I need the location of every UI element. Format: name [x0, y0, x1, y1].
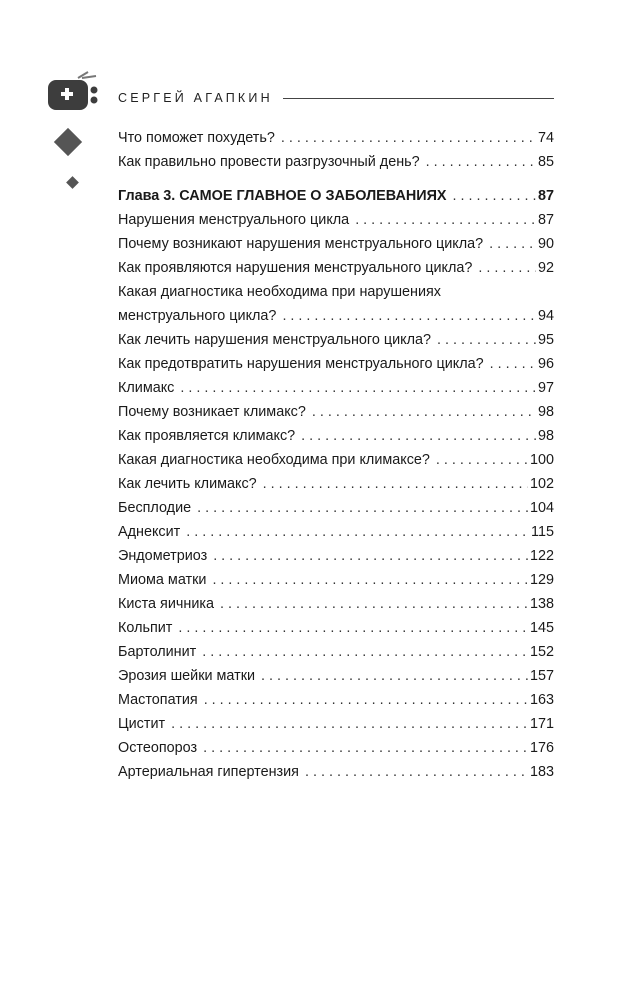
toc-entry-page: 171: [529, 716, 554, 732]
toc-entry-title: Нарушения менструального цикла: [118, 212, 350, 228]
toc-entry-page: 94: [537, 308, 554, 324]
dot-leader: [186, 520, 529, 544]
toc-entry: [118, 280, 554, 328]
dot-leader: [426, 150, 536, 174]
toc-entry-title-line2: менструального цикла?: [118, 308, 277, 324]
toc-entry: [118, 232, 554, 256]
toc-entry-page: 100: [529, 452, 554, 468]
dot-leader: [437, 328, 536, 352]
toc-entry-page: 122: [529, 548, 554, 564]
toc-entry-title: Остеопороз: [118, 740, 198, 756]
toc-entry-page: 115: [531, 524, 554, 540]
toc-entry: [118, 712, 554, 736]
dot-leader: [178, 616, 528, 640]
toc-entry-page: 87: [537, 212, 554, 228]
dot-leader: [220, 592, 528, 616]
toc-entry-page: 90: [537, 236, 554, 252]
toc-entry: [118, 448, 554, 472]
toc-entry: [118, 496, 554, 520]
toc-entry-title: Артериальная гипертензия: [118, 764, 299, 780]
toc-entry-title: Бесплодие: [118, 500, 192, 516]
toc-entry-page: 98: [537, 404, 554, 420]
toc-entry: [118, 256, 554, 280]
toc-entry: [118, 544, 554, 568]
toc-chapter-heading: [118, 184, 554, 208]
dot-leader: [204, 688, 528, 712]
toc-entry-page: 157: [529, 668, 554, 684]
running-header: [118, 88, 554, 108]
toc-entry-title: Аднексит: [118, 524, 181, 540]
dot-leader: [453, 184, 536, 208]
toc-entry-title: Киста яичника: [118, 596, 214, 612]
toc-entry-page: 145: [529, 620, 554, 636]
toc-entry-page: 183: [529, 764, 554, 780]
dot-leader: [203, 736, 528, 760]
toc-entry: [118, 208, 554, 232]
dot-leader: [213, 544, 528, 568]
toc-entry-title: Почему возникает климакс?: [118, 404, 306, 420]
dot-leader: [301, 424, 536, 448]
dot-leader: [263, 472, 528, 496]
toc-entry-title: Как лечить нарушения менструального цикла?: [118, 332, 431, 348]
toc-entry-page: 102: [529, 476, 554, 492]
toc-entry-page: 85: [537, 154, 554, 170]
toc-entry: [118, 376, 554, 400]
toc-entry: [118, 472, 554, 496]
toc-entry-page: 104: [529, 500, 554, 516]
toc-entry-title: Миома матки: [118, 572, 207, 588]
toc-entry: [118, 592, 554, 616]
toc-entry-title: Глава 3. САМОЕ ГЛАВНОЕ О ЗАБОЛЕВАНИЯХ: [118, 188, 447, 204]
toc-entry-page: 163: [529, 692, 554, 708]
toc-entry-title: Климакс: [118, 380, 175, 396]
toc-entry-title: Мастопатия: [118, 692, 198, 708]
toc-entry: [118, 760, 554, 784]
dot-leader: [212, 568, 528, 592]
toc-entry-title: Бартолинит: [118, 644, 197, 660]
dot-leader: [171, 712, 528, 736]
dot-leader: [305, 760, 528, 784]
dot-leader: [202, 640, 528, 664]
toc-entry-title: Как предотвратить нарушения менструального цикла?: [118, 356, 484, 372]
toc-entry-title: Эндометриоз: [118, 548, 208, 564]
toc-entry: [118, 616, 554, 640]
toc-entry-page: 129: [529, 572, 554, 588]
toc-entry-title: Как лечить климакс?: [118, 476, 257, 492]
toc-entry-title: Эрозия шейки матки: [118, 668, 256, 684]
toc-entry: [118, 328, 554, 352]
toc-entry: [118, 664, 554, 688]
dot-leader: [436, 448, 528, 472]
toc-entry-page: 92: [537, 260, 554, 276]
dot-leader: [281, 126, 536, 150]
toc-entry-page: 87: [537, 188, 554, 204]
tv-logo-icon: [44, 70, 114, 200]
dot-leader: [355, 208, 536, 232]
toc-entry-page: 152: [529, 644, 554, 660]
dot-leader: [478, 256, 536, 280]
dot-leader: [197, 496, 528, 520]
toc-entry: [118, 568, 554, 592]
toc-entry: [118, 688, 554, 712]
author-name: СЕРГЕЙ АГАПКИН: [118, 91, 273, 105]
toc-entry: [118, 640, 554, 664]
toc-entry: [118, 126, 554, 150]
header-rule: [283, 98, 554, 99]
toc-entry-title: Что поможет похудеть?: [118, 130, 275, 146]
dot-leader: [261, 664, 528, 688]
toc-entry: [118, 520, 554, 544]
toc-entry: [118, 400, 554, 424]
toc-entry-page: 74: [537, 130, 554, 146]
dot-leader: [282, 304, 536, 328]
dot-leader: [490, 352, 536, 376]
toc-entry-page: 98: [537, 428, 554, 444]
toc-entry: [118, 736, 554, 760]
toc-entry-title: Как правильно провести разгрузочный день?: [118, 154, 420, 170]
toc-entry-title: Цистит: [118, 716, 166, 732]
toc-entry-page: 96: [537, 356, 554, 372]
toc-entry: [118, 424, 554, 448]
toc-entry-title-line1: Какая диагностика необходима при нарушениях: [118, 284, 441, 300]
toc-entry-page: 176: [529, 740, 554, 756]
dot-leader: [489, 232, 536, 256]
toc-entry: [118, 150, 554, 174]
dot-leader: [312, 400, 536, 424]
toc-entry-title: Как проявляется климакс?: [118, 428, 296, 444]
toc-entry-title: Какая диагностика необходима при климаксе?: [118, 452, 430, 468]
toc-entry-title: Как проявляются нарушения менструального цикла?: [118, 260, 473, 276]
toc-entry-page: 95: [537, 332, 554, 348]
toc-entry: [118, 352, 554, 376]
toc-entry-title: Почему возникают нарушения менструального цикла?: [118, 236, 484, 252]
toc-entry-title: Кольпит: [118, 620, 173, 636]
toc-entry-page: 97: [537, 380, 554, 396]
table-of-contents: [118, 126, 554, 784]
dot-leader: [180, 376, 536, 400]
toc-entry-page: 138: [529, 596, 554, 612]
